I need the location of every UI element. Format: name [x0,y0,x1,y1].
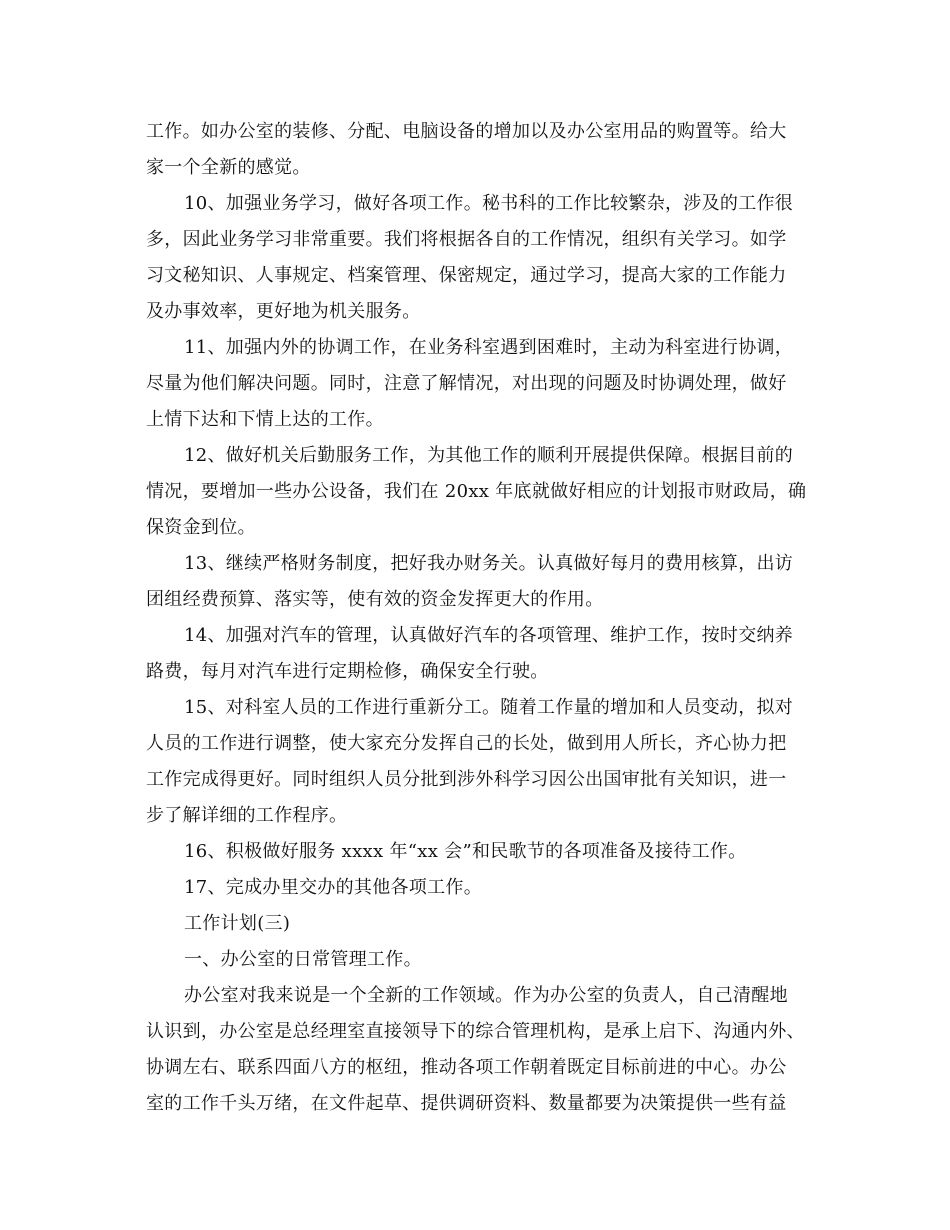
text-line: 工作。如办公室的装修、分配、电脑设备的增加以及办公室用品的购置等。给大 [146,121,787,142]
text-line: 步了解详细的工作程序。 [146,805,348,826]
paragraph [146,618,806,690]
text-line: 13、继续严格财务制度，把好我办财务关。认真做好每月的费用核算，出访 [184,553,794,574]
text-line: 保资金到位。 [146,517,256,538]
text-line: 一、办公室的日常管理工作。 [184,949,422,970]
paragraph [146,978,806,1122]
text-line: 路费，每月对汽车进行定期检修，确保安全行驶。 [146,661,549,682]
text-line: 工作计划(三) [184,913,291,934]
paragraph [146,330,806,438]
paragraph [146,690,806,834]
paragraph [146,870,806,906]
text-line: 人员的工作进行调整，使大家充分发挥自己的长处，做到用人所长，齐心协力把 [146,733,787,754]
text-line: 尽量为他们解决问题。同时，注意了解情况，对出现的问题及时协调处理，做好 [146,373,787,394]
text-line: 情况，要增加一些办公设备，我们在 20xx 年底就做好相应的计划报市财政局，确 [146,481,807,502]
text-line: 14、加强对汽车的管理，认真做好汽车的各项管理、维护工作，按时交纳养 [184,625,794,646]
document-body [146,114,806,1122]
text-line: 家一个全新的感觉。 [146,157,311,178]
paragraph [146,186,806,330]
text-line: 10、加强业务学习，做好各项工作。秘书科的工作比较繁杂，涉及的工作很 [184,193,794,214]
paragraph [146,834,806,870]
text-line: 办公室对我来说是一个全新的工作领域。作为办公室的负责人，自己清醒地 [184,985,788,1006]
text-line: 17、完成办里交办的其他各项工作。 [184,877,483,898]
text-line: 多，因此业务学习非常重要。我们将根据各自的工作情况，组织有关学习。如学 [146,229,787,250]
text-line: 认识到，办公室是总经理室直接领导下的综合管理机构，是承上启下、沟通内外、 [146,1021,805,1042]
text-line: 及办事效率，更好地为机关服务。 [146,301,421,322]
text-line: 室的工作千头万绪，在文件起草、提供调研资料、数量都要为决策提供一些有益 [146,1093,787,1114]
paragraph [146,906,806,942]
text-line: 上情下达和下情上达的工作。 [146,409,384,430]
paragraph [146,438,806,546]
text-line: 习文秘知识、人事规定、档案管理、保密规定，通过学习，提高大家的工作能力 [146,265,787,286]
paragraph [146,546,806,618]
text-line: 11、加强内外的协调工作，在业务科室遇到困难时，主动为科室进行协调， [184,337,794,358]
text-line: 12、做好机关后勤服务工作，为其他工作的顺利开展提供保障。根据目前的 [184,445,794,466]
text-line: 工作完成得更好。同时组织人员分批到涉外科学习因公出国审批有关知识，进一 [146,769,787,790]
text-line: 团组经费预算、落实等，使有效的资金发挥更大的作用。 [146,589,604,610]
text-line: 16、积极做好服务 xxxx 年“xx 会”和民歌节的各项准备及接待工作。 [184,841,747,862]
text-line: 15、对科室人员的工作进行重新分工。随着工作量的增加和人员变动，拟对 [184,697,794,718]
text-line: 协调左右、联系四面八方的枢纽，推动各项工作朝着既定目标前进的中心。办公 [146,1057,787,1078]
paragraph [146,114,806,186]
paragraph [146,942,806,978]
